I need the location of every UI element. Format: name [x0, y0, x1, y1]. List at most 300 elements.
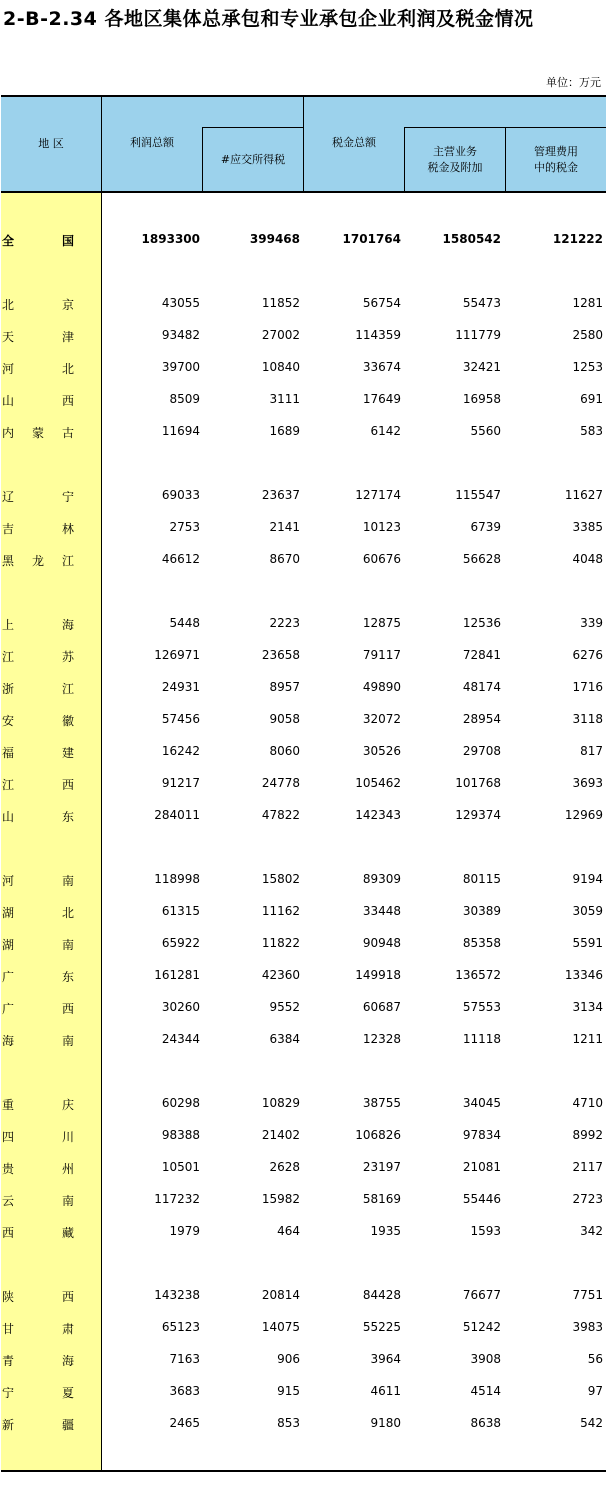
region-name [2, 296, 74, 312]
income-tax-cell: 14075 [261, 1320, 300, 1334]
region-name-char: 内 [2, 426, 15, 440]
region-name [2, 936, 74, 952]
income-tax-cell: 23658 [261, 648, 300, 662]
region-name-char: 藏 [61, 1226, 74, 1240]
income-tax-cell: 1689 [269, 424, 300, 438]
main-business-tax-cell: 129374 [455, 808, 501, 822]
table-bottom-rule [1, 1470, 606, 1472]
region-name-char: 天 [2, 330, 15, 344]
region-name-char: 国 [61, 234, 74, 248]
region-name [2, 232, 74, 248]
income-tax-cell: 27002 [261, 328, 300, 342]
tax-total-cell: 149918 [355, 968, 401, 982]
main-business-tax-cell: 6739 [470, 520, 501, 534]
profit-total-cell: 60298 [161, 1096, 200, 1110]
region-name [2, 360, 74, 376]
tax-total-cell: 30526 [362, 744, 401, 758]
table-row [1, 742, 606, 762]
admin-fee-tax-cell: 2723 [572, 1192, 603, 1206]
region-name-char: 南 [61, 1194, 74, 1208]
main-business-tax-cell: 136572 [455, 968, 501, 982]
region-name-char: 河 [2, 874, 15, 888]
region-name [2, 872, 74, 888]
income-tax-cell: 399468 [249, 232, 300, 246]
region-name-char: 龙 [31, 554, 44, 568]
admin-fee-tax-cell: 4710 [572, 1096, 603, 1110]
tax-total-cell: 90948 [362, 936, 401, 950]
region-name-char: 辽 [2, 490, 15, 504]
profit-total-cell: 65123 [161, 1320, 200, 1334]
table-row [1, 710, 606, 730]
tax-total-cell: 6142 [370, 424, 401, 438]
region-name [2, 1384, 74, 1400]
income-tax-cell: 8060 [269, 744, 300, 758]
table-row [1, 550, 606, 570]
region-name-char: 上 [2, 618, 15, 632]
admin-fee-tax-cell: 8992 [572, 1128, 603, 1142]
region-name [2, 648, 74, 664]
main-business-tax-cell: 57553 [462, 1000, 501, 1014]
profit-total-cell: 93482 [161, 328, 200, 342]
profit-total-cell: 284011 [154, 808, 200, 822]
tax-total-cell: 17649 [362, 392, 401, 406]
income-tax-cell: 464 [277, 1224, 300, 1238]
region-name-char: 海 [2, 1034, 15, 1048]
profit-total-cell: 8509 [169, 392, 200, 406]
admin-fee-tax-cell: 1211 [572, 1032, 603, 1046]
region-name-char: 广 [2, 1002, 15, 1016]
table-title: 2-B-2.34 各地区集体总承包和专业承包企业利润及税金情况 [3, 8, 534, 30]
admin-fee-tax-cell: 2117 [572, 1160, 603, 1174]
main-business-tax-cell: 1580542 [442, 232, 501, 246]
main-business-tax-cell: 8638 [470, 1416, 501, 1430]
tax-total-cell: 105462 [355, 776, 401, 790]
tax-total-cell: 58169 [362, 1192, 401, 1206]
table-row [1, 1414, 606, 1434]
table-row [1, 966, 606, 986]
tax-total-cell: 142343 [355, 808, 401, 822]
region-name-char: 湖 [2, 906, 15, 920]
table-row [1, 1222, 606, 1242]
main-business-tax-cell: 28954 [462, 712, 501, 726]
tax-total-cell: 10123 [362, 520, 401, 534]
tax-total-cell: 33448 [362, 904, 401, 918]
region-name-char: 甘 [2, 1322, 15, 1336]
region-column-background [1, 193, 101, 1470]
income-tax-cell: 11852 [261, 296, 300, 310]
region-name-char: 北 [61, 906, 74, 920]
region-name-char: 肃 [61, 1322, 74, 1336]
tax-total-cell: 3964 [370, 1352, 401, 1366]
admin-fee-tax-cell: 11627 [564, 488, 603, 502]
admin-fee-tax-cell: 13346 [564, 968, 603, 982]
income-tax-cell: 47822 [261, 808, 300, 822]
main-business-tax-cell: 97834 [462, 1128, 501, 1142]
table-row [1, 806, 606, 826]
income-tax-cell: 906 [277, 1352, 300, 1366]
admin-fee-tax-cell: 1253 [572, 360, 603, 374]
main-business-tax-cell: 34045 [462, 1096, 501, 1110]
data-table [1, 95, 606, 1472]
table-row [1, 902, 606, 922]
tax-total-cell: 32072 [362, 712, 401, 726]
region-name [2, 616, 74, 632]
income-tax-cell: 2628 [269, 1160, 300, 1174]
income-tax-cell: 853 [277, 1416, 300, 1430]
region-name-char: 川 [61, 1130, 74, 1144]
main-business-tax-cell: 101768 [455, 776, 501, 790]
main-business-tax-cell: 3908 [470, 1352, 501, 1366]
admin-fee-tax-cell: 1281 [572, 296, 603, 310]
profit-total-cell: 43055 [161, 296, 200, 310]
header-bottom-rule [1, 191, 606, 193]
region-name [2, 776, 74, 792]
tax-total-cell: 79117 [362, 648, 401, 662]
income-tax-cell: 21402 [261, 1128, 300, 1142]
region-name-char: 庆 [61, 1098, 74, 1112]
region-name [2, 712, 74, 728]
header-main-business-tax [405, 128, 505, 191]
table-row [1, 1286, 606, 1306]
admin-fee-tax-cell: 342 [580, 1224, 603, 1238]
profit-total-cell: 24931 [161, 680, 200, 694]
region-name [2, 520, 74, 536]
region-name [2, 680, 74, 696]
profit-total-cell: 46612 [161, 552, 200, 566]
main-business-tax-cell: 4514 [470, 1384, 501, 1398]
region-name [2, 1000, 74, 1016]
profit-total-cell: 91217 [161, 776, 200, 790]
main-business-tax-cell: 85358 [462, 936, 501, 950]
income-tax-cell: 15802 [261, 872, 300, 886]
tax-total-cell: 114359 [355, 328, 401, 342]
table-row-total [1, 230, 606, 250]
income-tax-cell: 11822 [261, 936, 300, 950]
income-tax-cell: 8670 [269, 552, 300, 566]
admin-fee-tax-cell: 3134 [572, 1000, 603, 1014]
income-tax-cell: 10829 [261, 1096, 300, 1110]
admin-fee-tax-cell: 6276 [572, 648, 603, 662]
main-business-tax-cell: 111779 [455, 328, 501, 342]
region-name-char: 宁 [2, 1386, 15, 1400]
income-tax-cell: 15982 [261, 1192, 300, 1206]
region-name-char: 江 [61, 554, 74, 568]
main-business-tax-cell: 55446 [462, 1192, 501, 1206]
main-business-tax-cell: 76677 [462, 1288, 501, 1302]
header-profit-total: 利润总额 [130, 136, 174, 149]
region-name [2, 808, 74, 824]
region-name-char: 疆 [61, 1418, 74, 1432]
profit-total-cell: 118998 [154, 872, 200, 886]
region-name-char: 南 [61, 874, 74, 888]
profit-total-cell: 1979 [169, 1224, 200, 1238]
main-business-tax-cell: 72841 [462, 648, 501, 662]
profit-total-cell: 57456 [161, 712, 200, 726]
tax-total-cell: 60687 [362, 1000, 401, 1014]
region-name-char: 四 [2, 1130, 15, 1144]
profit-total-cell: 24344 [161, 1032, 200, 1046]
table-row [1, 1094, 606, 1114]
region-name [2, 904, 74, 920]
admin-fee-tax-cell: 691 [580, 392, 603, 406]
region-name [2, 1192, 74, 1208]
region-name [2, 1288, 74, 1304]
tax-total-cell: 60676 [362, 552, 401, 566]
region-name-char: 贵 [2, 1162, 15, 1176]
table-row [1, 870, 606, 890]
main-business-tax-cell: 21081 [462, 1160, 501, 1174]
region-name-char: 广 [2, 970, 15, 984]
tax-total-cell: 12328 [362, 1032, 401, 1046]
region-name-char: 北 [61, 362, 74, 376]
income-tax-cell: 6384 [269, 1032, 300, 1046]
region-name-char: 河 [2, 362, 15, 376]
table-row [1, 518, 606, 538]
tax-total-cell: 55225 [362, 1320, 401, 1334]
table-row [1, 998, 606, 1018]
region-name-char: 吉 [2, 522, 15, 536]
region-name-char: 西 [2, 1226, 15, 1240]
region-name-char: 浙 [2, 682, 15, 696]
admin-fee-tax-cell: 5591 [572, 936, 603, 950]
tax-total-cell: 33674 [362, 360, 401, 374]
region-name-char: 北 [2, 298, 15, 312]
region-name-char: 西 [61, 1002, 74, 1016]
profit-total-cell: 10501 [161, 1160, 200, 1174]
profit-total-cell: 39700 [161, 360, 200, 374]
table-row [1, 646, 606, 666]
admin-fee-tax-cell: 3059 [572, 904, 603, 918]
main-business-tax-cell: 56628 [462, 552, 501, 566]
profit-total-cell: 61315 [161, 904, 200, 918]
region-name-char: 湖 [2, 938, 15, 952]
table-row [1, 614, 606, 634]
admin-fee-tax-cell: 339 [580, 616, 603, 630]
income-tax-cell: 915 [277, 1384, 300, 1398]
region-name-char: 东 [61, 810, 74, 824]
income-tax-cell: 2141 [269, 520, 300, 534]
region-name-char: 林 [61, 522, 74, 536]
main-business-tax-cell: 51242 [462, 1320, 501, 1334]
region-name-char: 西 [61, 394, 74, 408]
table-row [1, 486, 606, 506]
tax-total-cell: 38755 [362, 1096, 401, 1110]
income-tax-cell: 9058 [269, 712, 300, 726]
region-name-char: 云 [2, 1194, 15, 1208]
region-name-char: 山 [2, 394, 15, 408]
admin-fee-tax-cell: 583 [580, 424, 603, 438]
income-tax-cell: 42360 [261, 968, 300, 982]
table-row [1, 326, 606, 346]
tax-total-cell: 1701764 [342, 232, 401, 246]
table-row [1, 1350, 606, 1370]
main-business-tax-cell: 32421 [462, 360, 501, 374]
region-name-char: 西 [61, 1290, 74, 1304]
profit-total-cell: 2753 [169, 520, 200, 534]
region-name-char: 新 [2, 1418, 15, 1432]
income-tax-cell: 11162 [261, 904, 300, 918]
main-business-tax-cell: 115547 [455, 488, 501, 502]
tax-total-cell: 89309 [362, 872, 401, 886]
admin-fee-tax-cell: 3693 [572, 776, 603, 790]
region-name-char: 西 [61, 778, 74, 792]
region-name [2, 744, 74, 760]
table-row [1, 390, 606, 410]
profit-total-cell: 143238 [154, 1288, 200, 1302]
region-name-char: 海 [61, 618, 74, 632]
region-name [2, 1320, 74, 1336]
profit-total-cell: 69033 [161, 488, 200, 502]
header-admin-fee-tax-line2: 中的税金 [534, 160, 578, 174]
admin-fee-tax-cell: 3118 [572, 712, 603, 726]
main-business-tax-cell: 16958 [462, 392, 501, 406]
main-business-tax-cell: 55473 [462, 296, 501, 310]
main-business-tax-cell: 12536 [462, 616, 501, 630]
profit-total-cell: 5448 [169, 616, 200, 630]
region-name-char: 津 [61, 330, 74, 344]
admin-fee-tax-cell: 542 [580, 1416, 603, 1430]
region-name-char: 京 [61, 298, 74, 312]
header-tax-total: 税金总额 [332, 136, 376, 149]
table-row [1, 422, 606, 442]
region-name-char: 陕 [2, 1290, 15, 1304]
table-row [1, 678, 606, 698]
header-income-tax: #应交所得税 [220, 152, 286, 166]
region-name-char: 江 [61, 682, 74, 696]
tax-total-cell: 127174 [355, 488, 401, 502]
region-name-char: 南 [61, 938, 74, 952]
profit-total-cell: 7163 [169, 1352, 200, 1366]
main-business-tax-cell: 5560 [470, 424, 501, 438]
profit-total-cell: 2465 [169, 1416, 200, 1430]
region-name [2, 424, 74, 440]
region-name-char: 南 [61, 1034, 74, 1048]
table-row [1, 294, 606, 314]
tax-total-cell: 23197 [362, 1160, 401, 1174]
region-name [2, 1096, 74, 1112]
admin-fee-tax-cell: 3983 [572, 1320, 603, 1334]
admin-fee-tax-cell: 817 [580, 744, 603, 758]
income-tax-cell: 2223 [269, 616, 300, 630]
region-name [2, 1224, 74, 1240]
income-tax-cell: 10840 [261, 360, 300, 374]
admin-fee-tax-cell: 56 [587, 1352, 603, 1366]
admin-fee-tax-cell: 3385 [572, 520, 603, 534]
main-business-tax-cell: 48174 [462, 680, 501, 694]
income-tax-cell: 20814 [261, 1288, 300, 1302]
admin-fee-tax-cell: 1716 [572, 680, 603, 694]
profit-total-cell: 1893300 [141, 232, 200, 246]
tax-total-cell: 84428 [362, 1288, 401, 1302]
table-row [1, 1030, 606, 1050]
main-business-tax-cell: 29708 [462, 744, 501, 758]
table-row [1, 1126, 606, 1146]
region-name-char: 建 [61, 746, 74, 760]
region-name-char: 东 [61, 970, 74, 984]
income-tax-cell: 3111 [269, 392, 300, 406]
main-business-tax-cell: 11118 [462, 1032, 501, 1046]
profit-total-cell: 161281 [154, 968, 200, 982]
income-tax-cell: 9552 [269, 1000, 300, 1014]
region-name-char: 山 [2, 810, 15, 824]
region-name-char: 夏 [61, 1386, 74, 1400]
main-business-tax-cell: 1593 [470, 1224, 501, 1238]
header-region: 地 区 [38, 137, 64, 150]
region-name-char: 古 [61, 426, 74, 440]
profit-total-cell: 126971 [154, 648, 200, 662]
profit-total-cell: 98388 [161, 1128, 200, 1142]
tax-total-cell: 49890 [362, 680, 401, 694]
table-row [1, 934, 606, 954]
table-row [1, 358, 606, 378]
region-name [2, 392, 74, 408]
admin-fee-tax-cell: 7751 [572, 1288, 603, 1302]
region-name [2, 488, 74, 504]
unit-label: 单位：万元 [546, 76, 601, 89]
region-name-char: 全 [2, 234, 15, 248]
table-row [1, 1318, 606, 1338]
tax-total-cell: 56754 [362, 296, 401, 310]
tax-total-cell: 12875 [362, 616, 401, 630]
header-admin-fee-tax-line1: 管理费用 [534, 144, 578, 158]
region-name [2, 1352, 74, 1368]
region-name-char: 福 [2, 746, 15, 760]
profit-total-cell: 3683 [169, 1384, 200, 1398]
region-name [2, 1160, 74, 1176]
region-name-char: 黑 [2, 554, 15, 568]
table-row [1, 1158, 606, 1178]
main-business-tax-cell: 80115 [462, 872, 501, 886]
tax-total-cell: 106826 [355, 1128, 401, 1142]
region-name-char: 蒙 [31, 426, 44, 440]
admin-fee-tax-cell: 9194 [572, 872, 603, 886]
region-name-char: 宁 [61, 490, 74, 504]
income-tax-cell: 24778 [261, 776, 300, 790]
profit-total-cell: 30260 [161, 1000, 200, 1014]
profit-total-cell: 11694 [161, 424, 200, 438]
region-name-char: 苏 [61, 650, 74, 664]
admin-fee-tax-cell: 4048 [572, 552, 603, 566]
profit-total-cell: 117232 [154, 1192, 200, 1206]
region-name-char: 徽 [61, 714, 74, 728]
region-name [2, 328, 74, 344]
region-name [2, 968, 74, 984]
income-tax-cell: 8957 [269, 680, 300, 694]
admin-fee-tax-cell: 121222 [552, 232, 603, 246]
admin-fee-tax-cell: 12969 [564, 808, 603, 822]
table-row [1, 1190, 606, 1210]
profit-total-cell: 65922 [161, 936, 200, 950]
tax-total-cell: 9180 [370, 1416, 401, 1430]
tax-total-cell: 1935 [370, 1224, 401, 1238]
region-name [2, 1128, 74, 1144]
region-name-char: 江 [2, 778, 15, 792]
main-business-tax-cell: 30389 [462, 904, 501, 918]
region-name [2, 1032, 74, 1048]
income-tax-cell: 23637 [261, 488, 300, 502]
region-name-char: 青 [2, 1354, 15, 1368]
region-name-char: 州 [61, 1162, 74, 1176]
admin-fee-tax-cell: 2580 [572, 328, 603, 342]
header-main-business-tax-line2: 税金及附加 [427, 160, 483, 174]
region-name [2, 1416, 74, 1432]
tax-total-cell: 4611 [370, 1384, 401, 1398]
table-row [1, 774, 606, 794]
region-name [2, 552, 74, 568]
admin-fee-tax-cell: 97 [587, 1384, 603, 1398]
header-admin-fee-tax [506, 128, 606, 191]
region-name-char: 重 [2, 1098, 15, 1112]
